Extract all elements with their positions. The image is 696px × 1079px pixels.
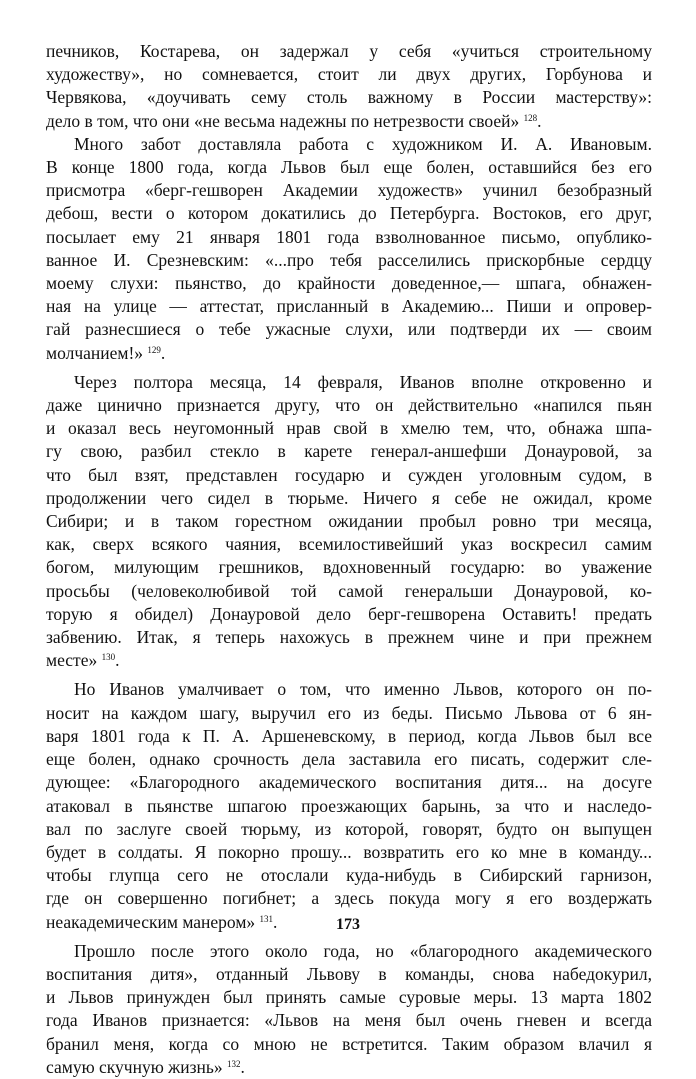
footnote-ref: 129 (147, 344, 161, 355)
text-line: вал по заслуге своей тюрьму, из которой, говорят, будто он выпущен (46, 818, 652, 839)
text-line-content: самую скучную жизнь» (46, 1056, 223, 1077)
text-line: воспитания дитя», отданный Львову в команды, снова набедокурил, (46, 963, 652, 984)
text-line: художеству», но сомневается, стоит ли двух других, Горбунова и (46, 64, 652, 85)
text-line: месте» $^{130}$. (46, 650, 120, 671)
text-line: неакадемическим манером» $^{131}$. (46, 911, 278, 932)
text-line: дело в том, что они «не весьма надежны по нетрезвости своей» $^{128}$. (46, 110, 542, 131)
text-line: самую скучную жизнь» $^{132}$. (46, 1056, 245, 1077)
text-line: посылает ему 21 января 1801 года взволнованное письмо, опублико- (46, 226, 652, 247)
text-line: печников, Костарева, он задержал у себя «учиться строительному (46, 41, 652, 61)
text-line-content: дело в том, что они «не весьма надежны по нетрезвости своей» (46, 110, 520, 131)
text-line-content: неакадемическим манером» (46, 911, 256, 932)
text-line: Прошло после этого около года, но «благородного академического (74, 940, 652, 961)
text-line: Много забот доставляла работа с художником И. А. Ивановым. (74, 133, 652, 154)
text-line: дующее: «Благородного академического воспитания дитя... на досуге (46, 772, 652, 793)
text-line: бранил меня, когда со мною не встретится. Таким образом влачил я (46, 1033, 652, 1054)
paragraph-4 (46, 678, 652, 933)
text-line: богом, милующим грешников, вдохновенный государю: во уважение (46, 557, 652, 578)
footnote-ref: 128 (523, 112, 538, 123)
footnote-ref: 130 (101, 652, 116, 663)
paragraph-2 (46, 133, 652, 365)
text-line: даже цинично признается другу, что он действительно «напился пьян (46, 395, 652, 416)
text-line: присмотра «берг-гешворен Академии художеств» учинил безобразный (46, 180, 652, 201)
text-line: Через полтора месяца, 14 февраля, Иванов вполне откровенно и (74, 371, 652, 392)
text-line-content: молчанием!» (46, 342, 144, 363)
text-line: моему слухи: пьянство, до крайности доведенное,— шпага, обнажен- (46, 273, 652, 294)
text-line: чтобы глупца сего не отослали куда-нибудь в Сибирский гарнизон, (46, 865, 652, 886)
text-line: будет в солдаты. Я покорно прошу... возвратить его ко мне в команду... (46, 841, 652, 862)
text-line: молчанием!» $^{129}$. (46, 342, 166, 363)
text-line: гу свою, разбил стекло в карете генерал-аншефши Донауровой, за (46, 441, 652, 462)
footnote-ref: 131 (259, 913, 274, 924)
text-line: еще болен, однако срочность дела заставила его писать, содержит сле- (46, 749, 652, 770)
text-line: Но Иванов умалчивает о том, что именно Львов, которого он по- (74, 679, 652, 700)
paragraph-3 (46, 371, 652, 673)
text-line: ная на улице — аттестат, присланный в Академию... Пиши и опровер- (46, 296, 652, 317)
text-line: Сибири; и в таком горестном ожидании пробыл ровно три месяца, (46, 511, 652, 532)
text-line: что был взят, представлен государю и сужден уголовным судом, в (46, 464, 652, 485)
text-line: торую я обидел) Донауровой дело берг-гешворена Оставить! предать (46, 603, 652, 624)
text-line: варя 1801 года к П. А. Аршеневскому, в период, когда Львов был все (46, 725, 652, 746)
text-line: носит на каждом шагу, выручил его из беды. Письмо Львова от 6 ян- (46, 702, 652, 723)
text-line: где он совершенно погибнет; а здесь покуда могу я его воздержать (46, 888, 652, 909)
text-line: забвению. Итак, я теперь нахожусь в прежнем чине и при прежнем (46, 627, 652, 648)
text-line: дебош, вести о котором докатились до Петербурга. Востоков, его друг, (46, 203, 652, 224)
paragraph-5 (46, 940, 652, 1079)
text-line: и оказал весь неугомонный нрав свой в хмелю тем, что, обнажа шпа- (46, 418, 652, 439)
text-line: ванное И. Срезневским: «...про тебя расселились прискорбные сердцу (46, 249, 652, 270)
paragraph-1 (46, 40, 652, 133)
text-line: года Иванов признается: «Львов на меня был очень гневен и всегда (46, 1010, 652, 1031)
text-line: просьбы (человеколюбивой той самой генеральши Донауровой, ко- (46, 580, 652, 601)
text-line: как, сверх всякого чаяния, всемилостивейший указ воскресил самим (46, 534, 652, 555)
text-line: продолжении чего сидел в тюрьме. Ничего я себе не ожидал, кроме (46, 487, 652, 508)
text-line: В конце 1800 года, когда Львов был еще болен, оставшийся без его (46, 157, 652, 178)
text-line: атаковал в пьянстве шпагою проезжающих барынь, за что и наследо- (46, 795, 652, 816)
footnote-ref: 132 (227, 1058, 241, 1069)
text-line: Червякова, «доучивать сему столь важному в России мастерству»: (46, 87, 652, 108)
page-number: 173 (336, 916, 360, 933)
text-line: гай разнесшиеся о тебе ужасные слухи, или подтверди их — своим (46, 319, 652, 340)
text-line-content: месте» (46, 650, 98, 671)
text-line: и Львов принужден был принять самые суровые меры. 13 марта 1802 (46, 987, 652, 1008)
